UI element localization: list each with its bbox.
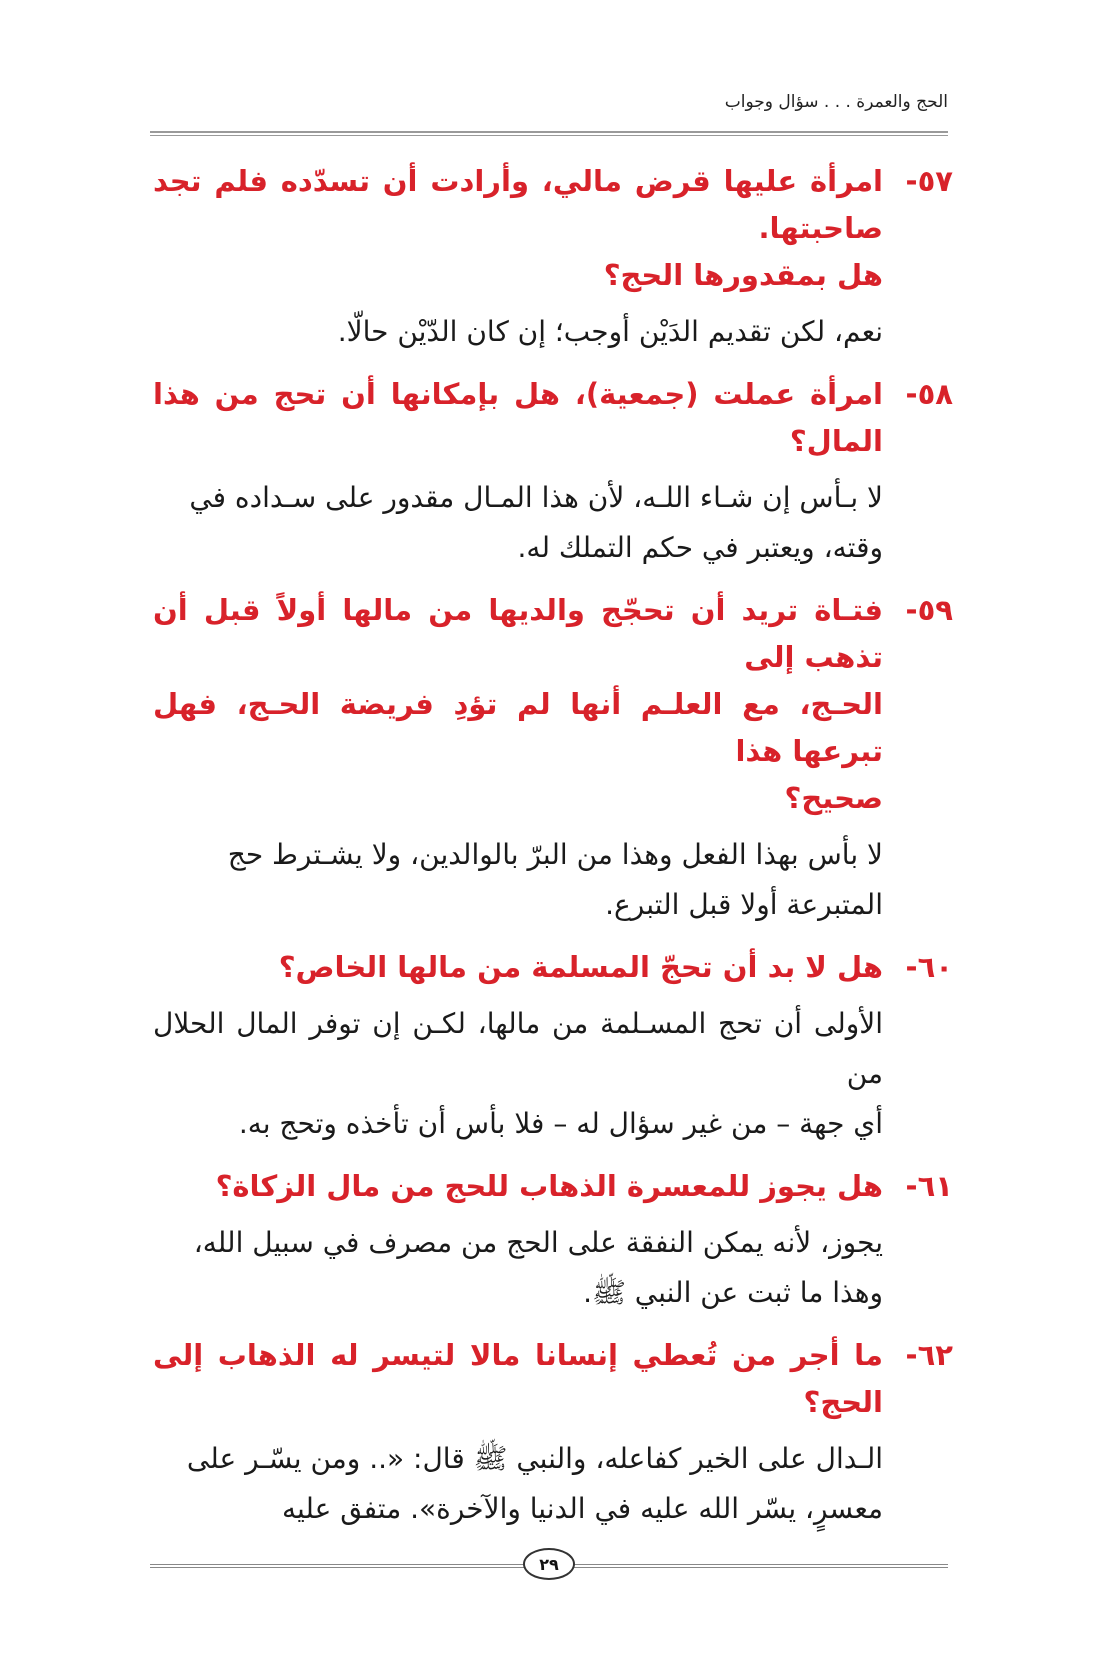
answer-line: وهذا ما ثبت عن النبي ﷺ. [583, 1276, 883, 1309]
answer [153, 999, 883, 1149]
question [153, 587, 953, 822]
answer [153, 307, 883, 357]
answer-line: الأولى أن تحج المسـلمة من مالها، لكـن إن توفر المال الحلال من [153, 1007, 883, 1090]
question-line: امرأة عليها قرض مالي، وأرادت أن تسدّده فلم تجد صاحبتها. [153, 164, 883, 245]
question-line: امرأة عملت (جمعية)، هل بإمكانها أن تحج من هذا المال؟ [153, 377, 883, 458]
qa-item-59 [153, 587, 953, 930]
question-text [153, 158, 883, 299]
question-text [153, 944, 883, 991]
question-number: ٥٩- [905, 593, 953, 627]
question-number: ٦٠- [905, 950, 953, 984]
question-text [153, 587, 883, 822]
qa-item-57 [153, 158, 953, 357]
answer-line: معسرٍ، يسّر الله عليه في الدنيا والآخرة». متفق عليه [281, 1492, 883, 1525]
question [153, 1163, 953, 1210]
question [153, 371, 953, 465]
question [153, 158, 953, 299]
question-number: ٥٧- [905, 164, 953, 198]
question [153, 1332, 953, 1426]
answer-line: الـدال على الخير كفاعله، والنبي ﷺ قال: «.. ومن يسّـر على [186, 1442, 883, 1475]
question-number: ٥٨- [905, 377, 953, 411]
answer [153, 1218, 883, 1318]
question-number: ٦١- [905, 1169, 953, 1203]
question-number: ٦٢- [905, 1338, 953, 1372]
answer-line: أي جهة – من غير سؤال له – فلا بأس أن تأخذه وتحج به. [238, 1107, 883, 1140]
question-line: الحـج، مع العلـم أنها لم تؤدِ فريضة الحـج، فهل تبرعها هذا [153, 687, 883, 768]
qa-item-58 [153, 371, 953, 573]
qa-list [153, 158, 953, 1548]
question-line: هل يجوز للمعسرة الذهاب للحج من مال الزكاة؟ [215, 1169, 883, 1203]
answer-line: لا بأس بهذا الفعل وهذا من البرّ بالوالدين، ولا يشـترط حج [227, 838, 883, 871]
question-line: ما أجر من تُعطي إنسانا مالا لتيسر له الذهاب إلى الحج؟ [153, 1338, 883, 1419]
question-text [153, 371, 883, 465]
page-footer [150, 1554, 948, 1578]
answer-line: نعم، لكن تقديم الدَيْن أوجب؛ إن كان الدّيْن حالّا. [337, 315, 883, 348]
answer [153, 830, 883, 930]
question-line: فتـاة تريد أن تحجّج والديها من مالها أولاً قبل أن تذهب إلى [153, 593, 883, 674]
header-divider [150, 131, 948, 133]
answer-line: يجوز، لأنه يمكن النفقة على الحج من مصرف في سبيل الله، [193, 1226, 883, 1259]
question-line: هل لا بد أن تحجّ المسلمة من مالها الخاص؟ [278, 950, 883, 984]
qa-item-61 [153, 1163, 953, 1318]
question-text [153, 1332, 883, 1426]
answer-line: لا بـأس إن شـاء اللـه، لأن هذا المـال مقدور على سـداده في [189, 481, 883, 514]
question [153, 944, 953, 991]
qa-item-62 [153, 1332, 953, 1534]
question-line: هل بمقدورها الحج؟ [603, 258, 883, 292]
question-line: صحيح؟ [784, 781, 883, 815]
answer-line: وقته، ويعتبر في حكم التملك له. [517, 531, 883, 564]
qa-item-60 [153, 944, 953, 1149]
answer [153, 1434, 883, 1534]
running-header-title: الحج والعمرة . . . سؤال وجواب [724, 92, 948, 112]
question-text [153, 1163, 883, 1210]
page-number: ٢٩ [539, 1554, 559, 1574]
page-number-badge [523, 1548, 575, 1580]
answer [153, 473, 883, 573]
answer-line: المتبرعة أولا قبل التبرع. [605, 888, 883, 921]
